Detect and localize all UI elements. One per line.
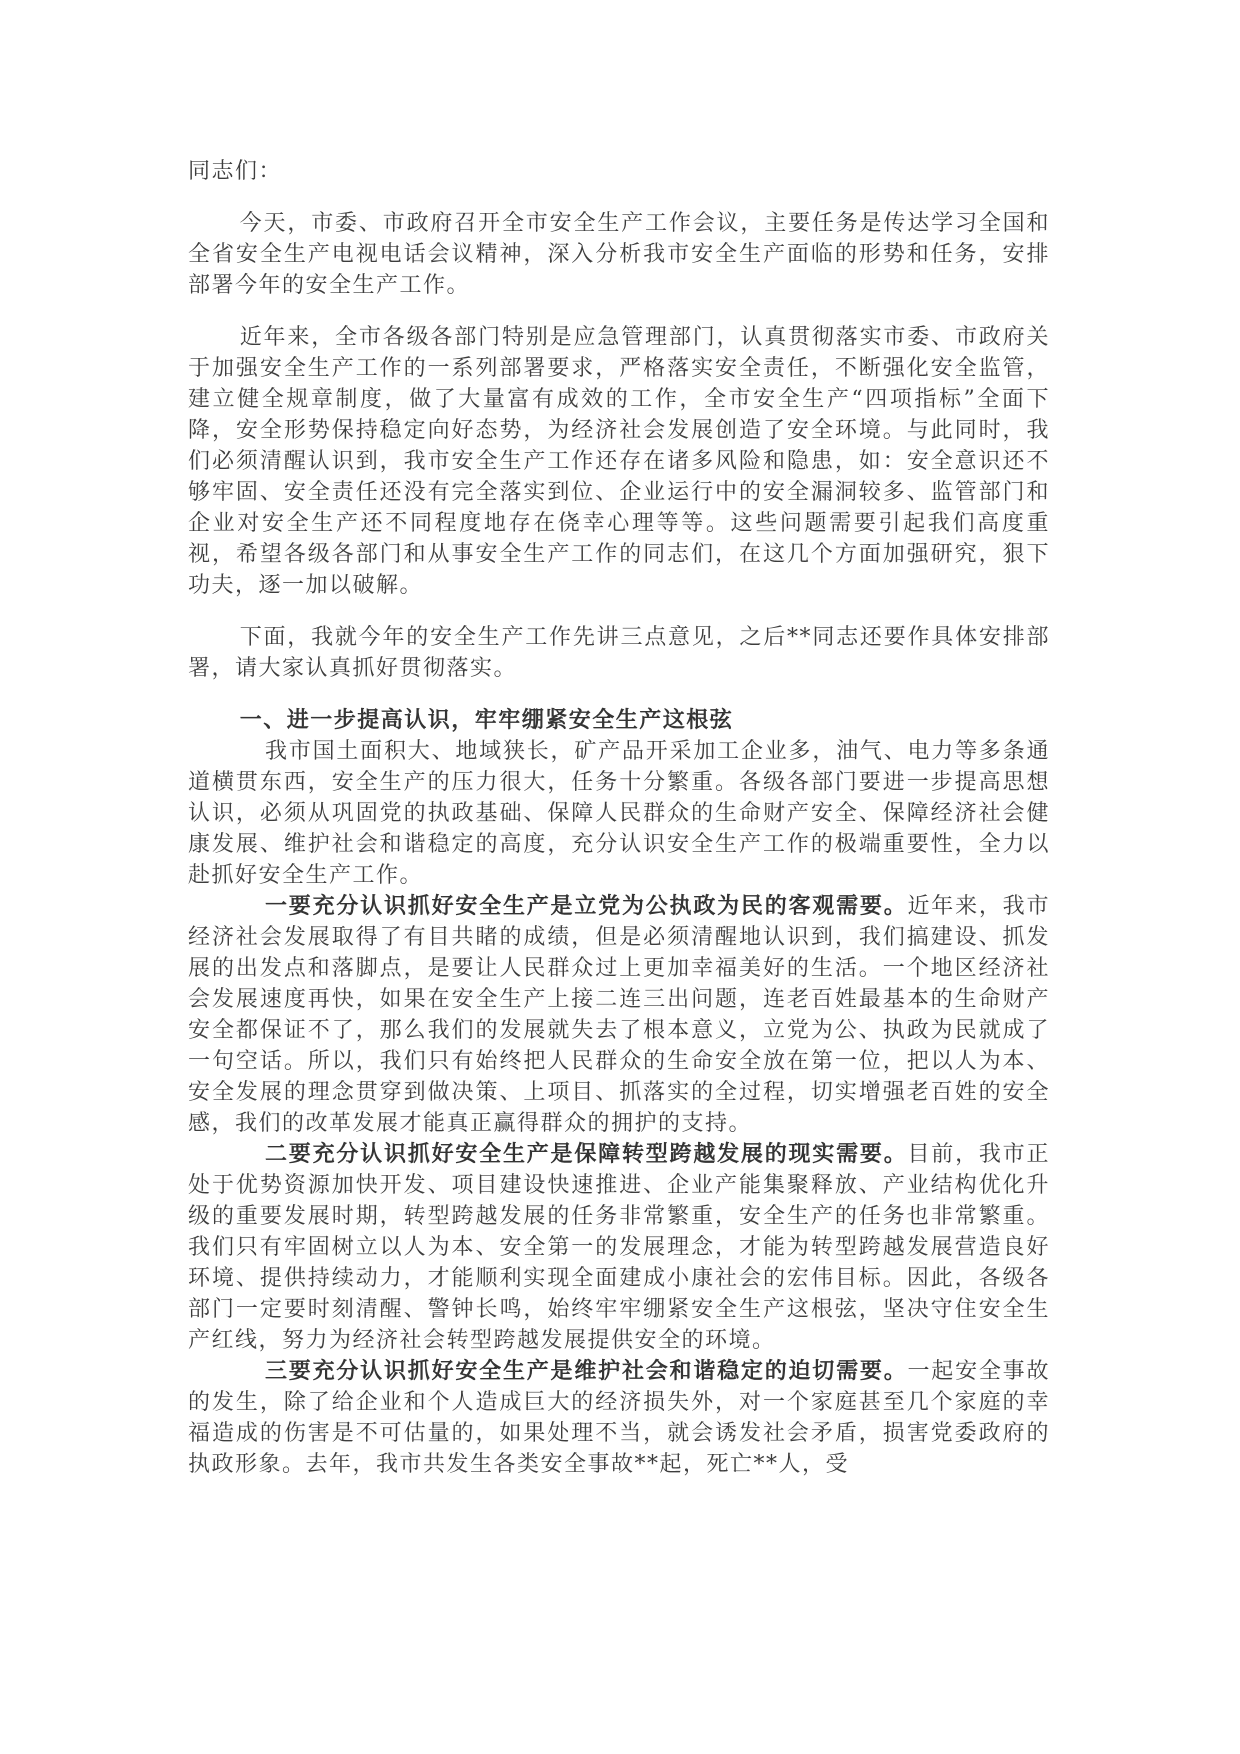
salutation: 同志们： (188, 159, 283, 184)
paragraph-intro-3: 下面，我就今年的安全生产工作先讲三点意见，之后**同志还要作具体安排部署，请大家认真抓好贯彻落实。 (188, 625, 1050, 681)
paragraph-point-2-text: 目前，我市正处于优势资源加快开发、项目建设快速推进、企业产能集聚释放、产业结构优化升级的重要发展时期，转型跨越发展的任务非常繁重，安全生产的任务也非常繁重。我们只有牢固树立以人为本、安全第一的发展理念，才能为转型跨越发展营造良好环境、提供持续动力，才能顺利实现全面建成小康社会的宏伟目标。因此，各级各部门一定要时刻清醒、警钟长鸣，始终牢牢绷紧安全生产这根弦，坚决守住安全生产红线，努力为经济社会转型跨越发展提供安全的环境。 (188, 1142, 1050, 1353)
paragraph-point-1-lead: 一要充分认识抓好安全生产是立党为公执政为民的客观需要。 (265, 893, 908, 919)
paragraph-section-overview: 我市国土面积大、地域狭长，矿产品开采加工企业多，油气、电力等多条通道横贯东西，安全生产的压力很大，任务十分繁重。各级各部门要进一步提高思想认识，必须从巩固党的执政基础、保障人民群众的生命财产安全、保障经济社会健康发展、维护社会和谐稳定的高度，充分认识安全生产工作的极端重要性，全力以赴抓好安全生产工作。 (188, 739, 1050, 888)
paragraph-point-2 (188, 1139, 1050, 1356)
paragraph-point-2-lead: 二要充分认识抓好安全生产是保障转型跨越发展的现实需要。 (265, 1141, 908, 1167)
section-heading-1: 一、进一步提高认识，牢牢绷紧安全生产这根弦 (239, 707, 734, 733)
paragraph-point-1-text: 近年来，我市经济社会发展取得了有目共睹的成绩，但是必须清醒地认识到，我们搞建设、抓发展的出发点和落脚点，是要让人民群众过上更加幸福美好的生活。一个地区经济社会发展速度再快，如果在安全生产上接二连三出问题，连老百姓最基本的生命财产安全都保证不了，那么我们的发展就失去了根本意义，立党为公、执政为民就成了一句空话。所以，我们只有始终把人民群众的生命安全放在第一位，把以人为本、安全发展的理念贯穿到做决策、上项目、抓落实的全过程，切实增强老百姓的安全感，我们的改革发展才能真正赢得群众的拥护的支持。 (188, 894, 1050, 1136)
paragraph-intro-1: 今天，市委、市政府召开全市安全生产工作会议，主要任务是传达学习全国和全省安全生产电视电话会议精神，深入分析我市安全生产面临的形势和任务，安排部署今年的安全生产工作。 (188, 211, 1050, 298)
paragraph-point-3-lead: 三要充分认识抓好安全生产是维护社会和谐稳定的迫切需要。 (265, 1358, 908, 1384)
paragraph-point-1 (188, 891, 1050, 1139)
paragraph-point-3 (188, 1356, 1050, 1480)
paragraph-point-3-text: 一起安全事故的发生，除了给企业和个人造成巨大的经济损失外，对一个家庭甚至几个家庭的幸福造成的伤害是不可估量的，如果处理不当，就会诱发社会矛盾，损害党委政府的执政形象。去年，我市共发生各类安全事故**起，死亡**人，受 (188, 1359, 1050, 1477)
paragraph-intro-2: 近年来，全市各级各部门特别是应急管理部门，认真贯彻落实市委、市政府关于加强安全生产工作的一系列部署要求，严格落实安全责任，不断强化安全监管，建立健全规章制度，做了大量富有成效的工作，全市安全生产“四项指标”全面下降，安全形势保持稳定向好态势，为经济社会发展创造了安全环境。与此同时，我们必须清醒认识到，我市安全生产工作还存在诸多风险和隐患，如：安全意识还不够牢固、安全责任还没有完全落实到位、企业运行中的安全漏洞较多、监管部门和企业对安全生产还不同程度地存在侥幸心理等等。这些问题需要引起我们高度重视，希望各级各部门和从事安全生产工作的同志们，在这几个方面加强研究，狠下功夫，逐一加以破解。 (188, 325, 1050, 598)
